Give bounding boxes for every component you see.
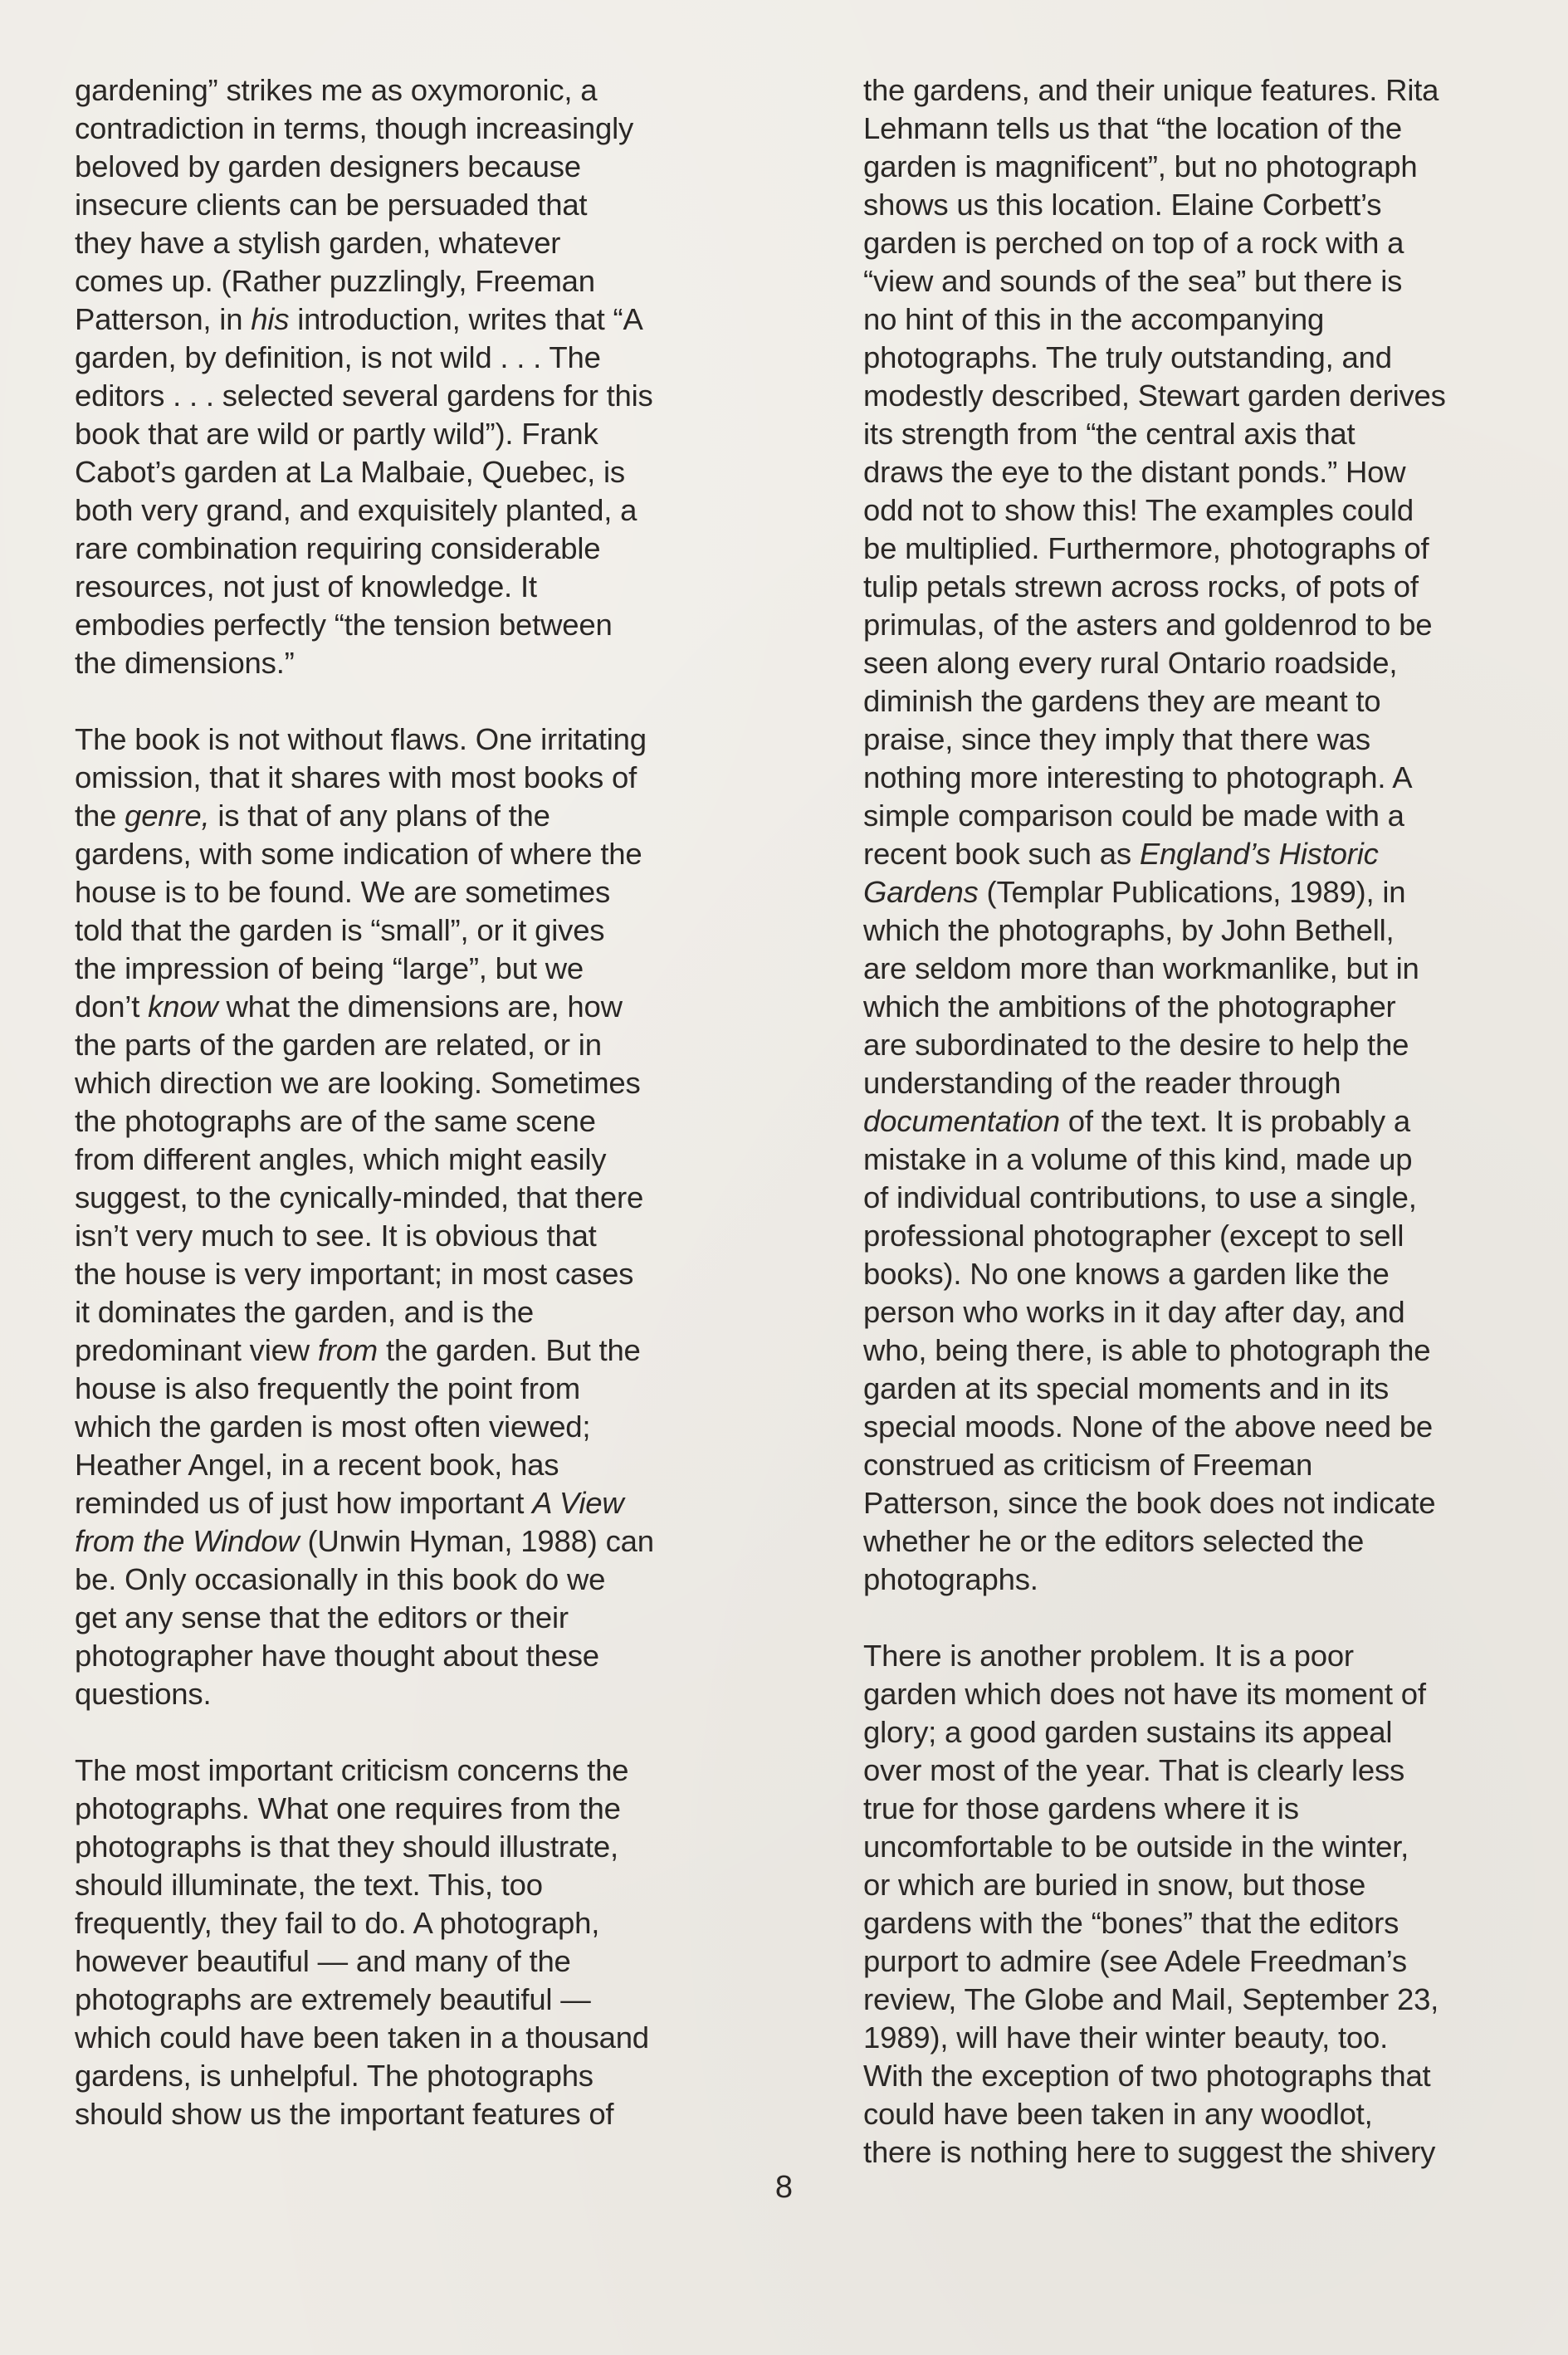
text-line: which the ambitions of the photographer — [863, 989, 1396, 1024]
paragraph — [863, 71, 1527, 1599]
text-line: insecure clients can be persuaded that — [75, 188, 588, 222]
text-line: Gardens (Templar Publications, 1989), in — [863, 875, 1406, 909]
text-line: construed as criticism of Freeman — [863, 1448, 1313, 1482]
text-line: Cabot’s garden at La Malbaie, Quebec, is — [75, 455, 625, 489]
text-line: Lehmann tells us that “the location of the — [863, 111, 1403, 145]
text-line: contradiction in terms, though increasingly — [75, 111, 634, 145]
text-line: don’t know what the dimensions are, how — [75, 989, 623, 1024]
text-line: omission, that it shares with most books of — [75, 760, 637, 794]
text-line: the dimensions.” — [75, 646, 295, 680]
text-line: mistake in a volume of this kind, made up — [863, 1142, 1413, 1176]
text-line: photographs is that they should illustrate, — [75, 1830, 618, 1864]
text-line: understanding of the reader through — [863, 1066, 1341, 1100]
text-line: true for those gardens where it is — [863, 1791, 1299, 1825]
text-line: should show us the important features of — [75, 2097, 614, 2131]
text-line: reminded us of just how important A View — [75, 1486, 624, 1520]
paragraph — [75, 71, 739, 682]
text-line: uncomfortable to be outside in the winter, — [863, 1830, 1409, 1864]
text-line: questions. — [75, 1677, 212, 1711]
text-line: or which are buried in snow, but those — [863, 1868, 1366, 1902]
text-line: odd not to show this! The examples could — [863, 493, 1414, 527]
text-line: simple comparison could be made with a — [863, 799, 1404, 833]
text-line: comes up. (Rather puzzlingly, Freeman — [75, 264, 595, 298]
text-line: gardens, is unhelpful. The photographs — [75, 2059, 593, 2093]
text-line: photographs. What one requires from the — [75, 1791, 621, 1825]
text-line: special moods. None of the above need be — [863, 1410, 1433, 1444]
text-line: photographer have thought about these — [75, 1639, 599, 1673]
text-line: from different angles, which might easily — [75, 1142, 607, 1176]
text-line: review, The Globe and Mail, September 23, — [863, 1982, 1439, 2016]
text-line: books). No one knows a garden like the — [863, 1257, 1390, 1291]
text-line: garden which does not have its moment of — [863, 1677, 1426, 1711]
text-line: are seldom more than workmanlike, but in — [863, 951, 1419, 985]
text-line: editors . . . selected several gardens for this — [75, 379, 653, 413]
text-line: garden is perched on top of a rock with a — [863, 226, 1404, 260]
text-line: photographs are extremely beautiful — — [75, 1982, 591, 2016]
text-line: professional photographer (except to sell — [863, 1219, 1404, 1253]
text-line: The most important criticism concerns the — [75, 1753, 629, 1787]
text-line: the genre, is that of any plans of the — [75, 799, 550, 833]
text-line: should illuminate, the text. This, too — [75, 1868, 543, 1902]
text-line: both very grand, and exquisitely planted, a — [75, 493, 637, 527]
text-line: draws the eye to the distant ponds.” How — [863, 455, 1406, 489]
text-line: whether he or the editors selected the — [863, 1524, 1365, 1558]
text-line: primulas, of the asters and goldenrod to be — [863, 608, 1433, 642]
text-line: could have been taken in any woodlot, — [863, 2097, 1373, 2131]
text-line: The book is not without flaws. One irritating — [75, 722, 647, 756]
text-line: recent book such as England’s Historic — [863, 837, 1379, 871]
text-line: Patterson, in his introduction, writes that “A — [75, 302, 643, 336]
text-line: embodies perfectly “the tension between — [75, 608, 613, 642]
text-line: be multiplied. Furthermore, photographs of — [863, 531, 1429, 565]
text-line: Heather Angel, in a recent book, has — [75, 1448, 559, 1482]
text-line: There is another problem. It is a poor — [863, 1639, 1354, 1673]
text-line: get any sense that the editors or their — [75, 1600, 569, 1634]
text-line: which the photographs, by John Bethell, — [863, 913, 1395, 947]
text-line: rare combination requiring considerable — [75, 531, 601, 565]
text-line: house is also frequently the point from — [75, 1371, 580, 1405]
text-line: the parts of the garden are related, or in — [75, 1028, 602, 1062]
text-line: the impression of being “large”, but we — [75, 951, 584, 985]
text-line: book that are wild or partly wild”). Frank — [75, 417, 598, 451]
page-number: 8 — [774, 2170, 794, 2205]
text-line: glory; a good garden sustains its appeal — [863, 1715, 1393, 1749]
text-line: photographs. The truly outstanding, and — [863, 340, 1392, 374]
paragraph-gap — [863, 1599, 1527, 1637]
text-line: isn’t very much to see. It is obvious that — [75, 1219, 597, 1253]
text-line: garden is magnificent”, but no photograph — [863, 149, 1418, 183]
text-line: which the garden is most often viewed; — [75, 1410, 591, 1444]
text-line: purport to admire (see Adele Freedman’s — [863, 1944, 1407, 1978]
text-line: it dominates the garden, and is the — [75, 1295, 535, 1329]
text-line: gardening” strikes me as oxymoronic, a — [75, 73, 598, 107]
text-line: garden, by definition, is not wild . . . The — [75, 340, 601, 374]
text-line: shows us this location. Elaine Corbett’s — [863, 188, 1382, 222]
text-line: be. Only occasionally in this book do we — [75, 1562, 606, 1596]
text-line: 1989), will have their winter beauty, too. — [863, 2020, 1389, 2055]
text-line: the house is very important; in most cases — [75, 1257, 634, 1291]
text-line: With the exception of two photographs that — [863, 2059, 1431, 2093]
text-line: Patterson, since the book does not indicate — [863, 1486, 1436, 1520]
text-line: documentation of the text. It is probably a — [863, 1104, 1410, 1138]
text-line: resources, not just of knowledge. It — [75, 569, 537, 603]
text-line: of individual contributions, to use a single, — [863, 1180, 1417, 1214]
text-line: seen along every rural Ontario roadside, — [863, 646, 1398, 680]
text-line: the photographs are of the same scene — [75, 1104, 596, 1138]
paragraph — [75, 721, 739, 1713]
text-line: garden at its special moments and in its — [863, 1371, 1390, 1405]
text-line: they have a stylish garden, whatever — [75, 226, 561, 260]
text-line: photographs. — [863, 1562, 1038, 1596]
text-line: there is nothing here to suggest the shivery — [863, 2135, 1436, 2169]
text-line: modestly described, Stewart garden derives — [863, 379, 1446, 413]
text-line: diminish the gardens they are meant to — [863, 684, 1381, 718]
left-column — [75, 71, 739, 2133]
text-line: from the Window (Unwin Hyman, 1988) can — [75, 1524, 654, 1558]
text-line: told that the garden is “small”, or it gives — [75, 913, 605, 947]
text-line: which direction we are looking. Sometimes — [75, 1066, 641, 1100]
text-line: predominant view from the garden. But the — [75, 1333, 641, 1367]
text-line: its strength from “the central axis that — [863, 417, 1356, 451]
text-line: tulip petals strewn across rocks, of pots of — [863, 569, 1419, 603]
text-line: beloved by garden designers because — [75, 149, 581, 183]
paragraph — [863, 1637, 1527, 2172]
text-line: suggest, to the cynically-minded, that there — [75, 1180, 644, 1214]
text-line: praise, since they imply that there was — [863, 722, 1370, 756]
text-line: who, being there, is able to photograph the — [863, 1333, 1431, 1367]
text-line: nothing more interesting to photograph. A — [863, 760, 1413, 794]
text-line: however beautiful — and many of the — [75, 1944, 571, 1978]
text-line: no hint of this in the accompanying — [863, 302, 1325, 336]
text-line: person who works in it day after day, and — [863, 1295, 1405, 1329]
text-line: the gardens, and their unique features. Rita — [863, 73, 1439, 107]
text-line: gardens, with some indication of where the — [75, 837, 642, 871]
text-line: which could have been taken in a thousand — [75, 2020, 649, 2055]
paragraph-gap — [75, 682, 739, 721]
text-line: house is to be found. We are sometimes — [75, 875, 611, 909]
text-line: are subordinated to the desire to help the — [863, 1028, 1409, 1062]
text-line: over most of the year. That is clearly less — [863, 1753, 1405, 1787]
right-column — [863, 71, 1527, 2172]
paragraph — [75, 1752, 739, 2133]
text-line: frequently, they fail to do. A photograph, — [75, 1906, 600, 1940]
text-line: gardens with the “bones” that the editors — [863, 1906, 1399, 1940]
text-line: “view and sounds of the sea” but there is — [863, 264, 1403, 298]
paragraph-gap — [75, 1713, 739, 1752]
